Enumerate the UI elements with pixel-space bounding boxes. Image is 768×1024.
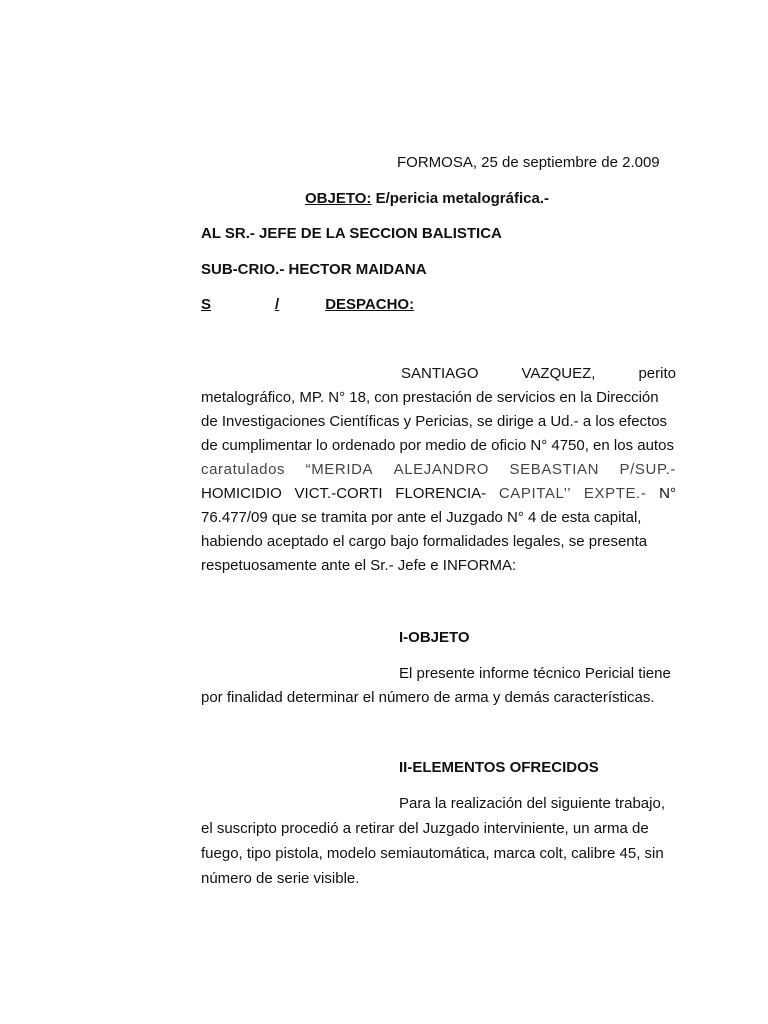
intro-line-7: 76.477/09 que se tramita por ante el Juzgado N° 4 de esta capital, xyxy=(201,509,642,526)
date-line: FORMOSA, 25 de septiembre de 2.009 xyxy=(397,154,660,171)
intro-word: caratulados xyxy=(201,461,286,478)
intro-line-6 xyxy=(201,485,676,503)
section-1-line-1: El presente informe técnico Pericial tiene xyxy=(399,665,671,682)
intro-line-2: metalográfico, MP. N° 18, con prestación de servicios en la Dirección xyxy=(201,389,659,406)
intro-line-8: habiendo aceptado el cargo bajo formalidades legales, se presenta xyxy=(201,533,648,550)
section-2-line-1: Para la realización del siguiente trabajo, xyxy=(399,795,665,812)
section-1-line-2: por finalidad determinar el número de arma y demás características. xyxy=(201,689,655,706)
intro-word: SANTIAGO xyxy=(401,365,479,382)
intro-line-3: de Investigaciones Científicas y Pericias, se dirige a Ud.- a los efectos xyxy=(201,413,668,430)
intro-word: VICT.-CORTI xyxy=(294,485,383,502)
intro-word: EXPTE.- xyxy=(583,485,647,502)
intro-line-4: de cumplimentar lo ordenado por medio de oficio N° 4750, en los autos xyxy=(201,437,674,454)
section-2-heading: II-ELEMENTOS OFRECIDOS xyxy=(399,759,599,776)
intro-word: SEBASTIAN xyxy=(509,461,600,478)
intro-word: ALEJANDRO xyxy=(393,461,490,478)
intro-line-9: respetuosamente ante el Sr.- Jefe e INFORMA: xyxy=(201,557,517,574)
intro-word: CAPITAL’’ xyxy=(498,485,572,502)
despacho-line xyxy=(201,296,421,314)
intro-word: perito xyxy=(638,365,676,382)
intro-word: P/SUP.- xyxy=(619,461,676,478)
objeto-line xyxy=(305,190,549,208)
recipient-name-line: SUB-CRIO.- HECTOR MAIDANA xyxy=(201,261,427,278)
intro-word: N° xyxy=(659,485,676,502)
objeto-label: OBJETO: xyxy=(305,190,372,207)
intro-word: “MERIDA xyxy=(305,461,374,478)
despacho-s: S xyxy=(201,296,212,313)
intro-line-1 xyxy=(401,365,676,383)
intro-word: VAZQUEZ, xyxy=(521,365,596,382)
despacho-slash: / xyxy=(275,296,280,313)
intro-line-5 xyxy=(201,461,676,479)
recipient-line: AL SR.- JEFE DE LA SECCION BALISTICA xyxy=(201,225,502,242)
intro-word: FLORENCIA- xyxy=(395,485,487,502)
section-2-line-4: número de serie visible. xyxy=(201,870,360,887)
section-1-heading: I-OBJETO xyxy=(399,629,470,646)
section-2-line-2: el suscripto procedió a retirar del Juzgado interviniente, un arma de xyxy=(201,820,649,837)
section-2-line-3: fuego, tipo pistola, modelo semiautomática, marca colt, calibre 45, sin xyxy=(201,845,664,862)
intro-word: HOMICIDIO xyxy=(201,485,282,502)
despacho-word: DESPACHO: xyxy=(325,296,415,313)
objeto-text: E/pericia metalográfica.- xyxy=(371,190,549,207)
